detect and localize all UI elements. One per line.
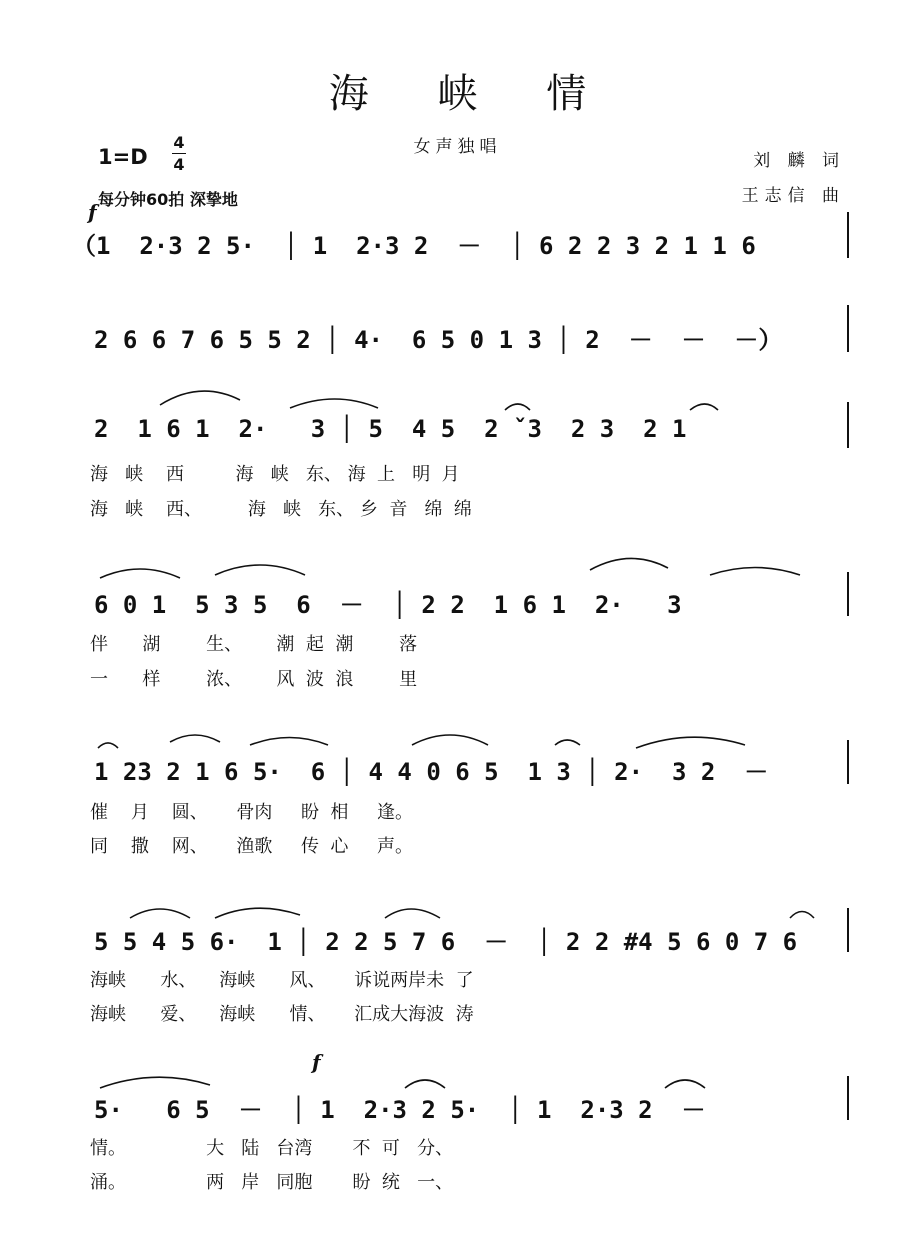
score-row-7-notes: 5· 6 5 － │ 1 2·3 2 5· │ 1 2·3 2 － [94, 1096, 706, 1124]
tempo-marking: 每分钟60拍 深挚地 [98, 190, 238, 209]
slur-mark [100, 569, 180, 578]
slur-mark [160, 391, 240, 405]
slur-mark [290, 399, 378, 408]
score-row-7-lyric-1: 情。 大 陆 台湾 不 可 分、 [90, 1138, 454, 1159]
score-row-4-notes: 6 0 1 5 3 5 6 － │ 2 2 1 6 1 2· 3 [94, 591, 682, 619]
score-row-3-lyric-1: 海 峡 西 海 峡 东、 海 上 明 月 [90, 464, 460, 485]
score-row-4-lyric-1: 伴 湖 生、 潮 起 潮 落 [90, 634, 418, 655]
slur-mark [690, 404, 718, 410]
performance-subtitle: 女声独唱 [413, 137, 502, 157]
song-title: 海 峡 情 [328, 71, 615, 117]
slur-mark [130, 909, 190, 918]
score-row-3-notes: 2 1 6 1 2· 3 │ 5 4 5 2 ˇ3 2 3 2 1 [94, 415, 687, 443]
dynamic-forte-2: f [312, 1050, 321, 1074]
slur-mark [555, 740, 580, 745]
score-row-4-lyric-2: 一 样 浓、 风 波 浪 里 [90, 669, 418, 690]
score-row-3-lyric-2: 海 峡 西、 海 峡 东、 乡 音 绵 绵 [90, 499, 472, 520]
slur-mark [250, 738, 328, 746]
slur-mark [215, 908, 300, 918]
slur-mark [710, 568, 800, 576]
slur-mark [100, 1077, 210, 1088]
score-row-6-lyric-1: 海峡 水、 海峡 风、 诉说两岸未 了 [90, 970, 474, 991]
score-row-5-lyric-1: 催 月 圆、 骨肉 盼 相 逢。 [90, 802, 414, 823]
slur-mark [636, 737, 745, 748]
score-row-7-lyric-2: 涌。 两 岸 同胞 盼 统 一、 [90, 1172, 454, 1193]
score-row-1-notes: （1 2·3 2 5· │ 1 2·3 2 － │ 6 2 2 3 2 1 1 6 [72, 232, 756, 260]
slur-mark [790, 912, 814, 919]
slur-mark [170, 735, 220, 742]
slur-mark [385, 909, 440, 918]
score-row-6-lyric-2: 海峡 爱、 海峡 情、 汇成大海波 涛 [90, 1004, 474, 1025]
score-row-6-notes: 5 5 4 5 6· 1 │ 2 2 5 7 6 － │ 2 2 #4 5 6 0 7 6 [94, 928, 798, 956]
score-row-5-notes: 1 23 2 1 6 5· 6 │ 4 4 0 6 5 1 3 │ 2· 3 2 － [94, 758, 769, 786]
composer-credit: 王志信 曲 [741, 186, 845, 206]
slur-mark [98, 743, 118, 748]
slur-mark [405, 1080, 445, 1088]
slur-mark [412, 735, 488, 745]
lyricist-credit: 刘 麟 词 [753, 151, 845, 171]
slur-mark [590, 558, 668, 570]
dynamic-forte-1: f [88, 200, 97, 224]
score-row-2-notes: 2 6 6 7 6 5 5 2 │ 4· 6 5 0 1 3 │ 2 － － －） [94, 326, 783, 354]
meter-top: 4 [173, 133, 185, 152]
slur-mark [665, 1080, 705, 1088]
meter-bottom: 4 [173, 155, 185, 174]
slur-mark [215, 565, 305, 575]
key-signature: 1=D [98, 145, 148, 169]
score-row-5-lyric-2: 同 撒 网、 渔歌 传 心 声。 [90, 836, 414, 857]
slur-mark [505, 404, 530, 410]
